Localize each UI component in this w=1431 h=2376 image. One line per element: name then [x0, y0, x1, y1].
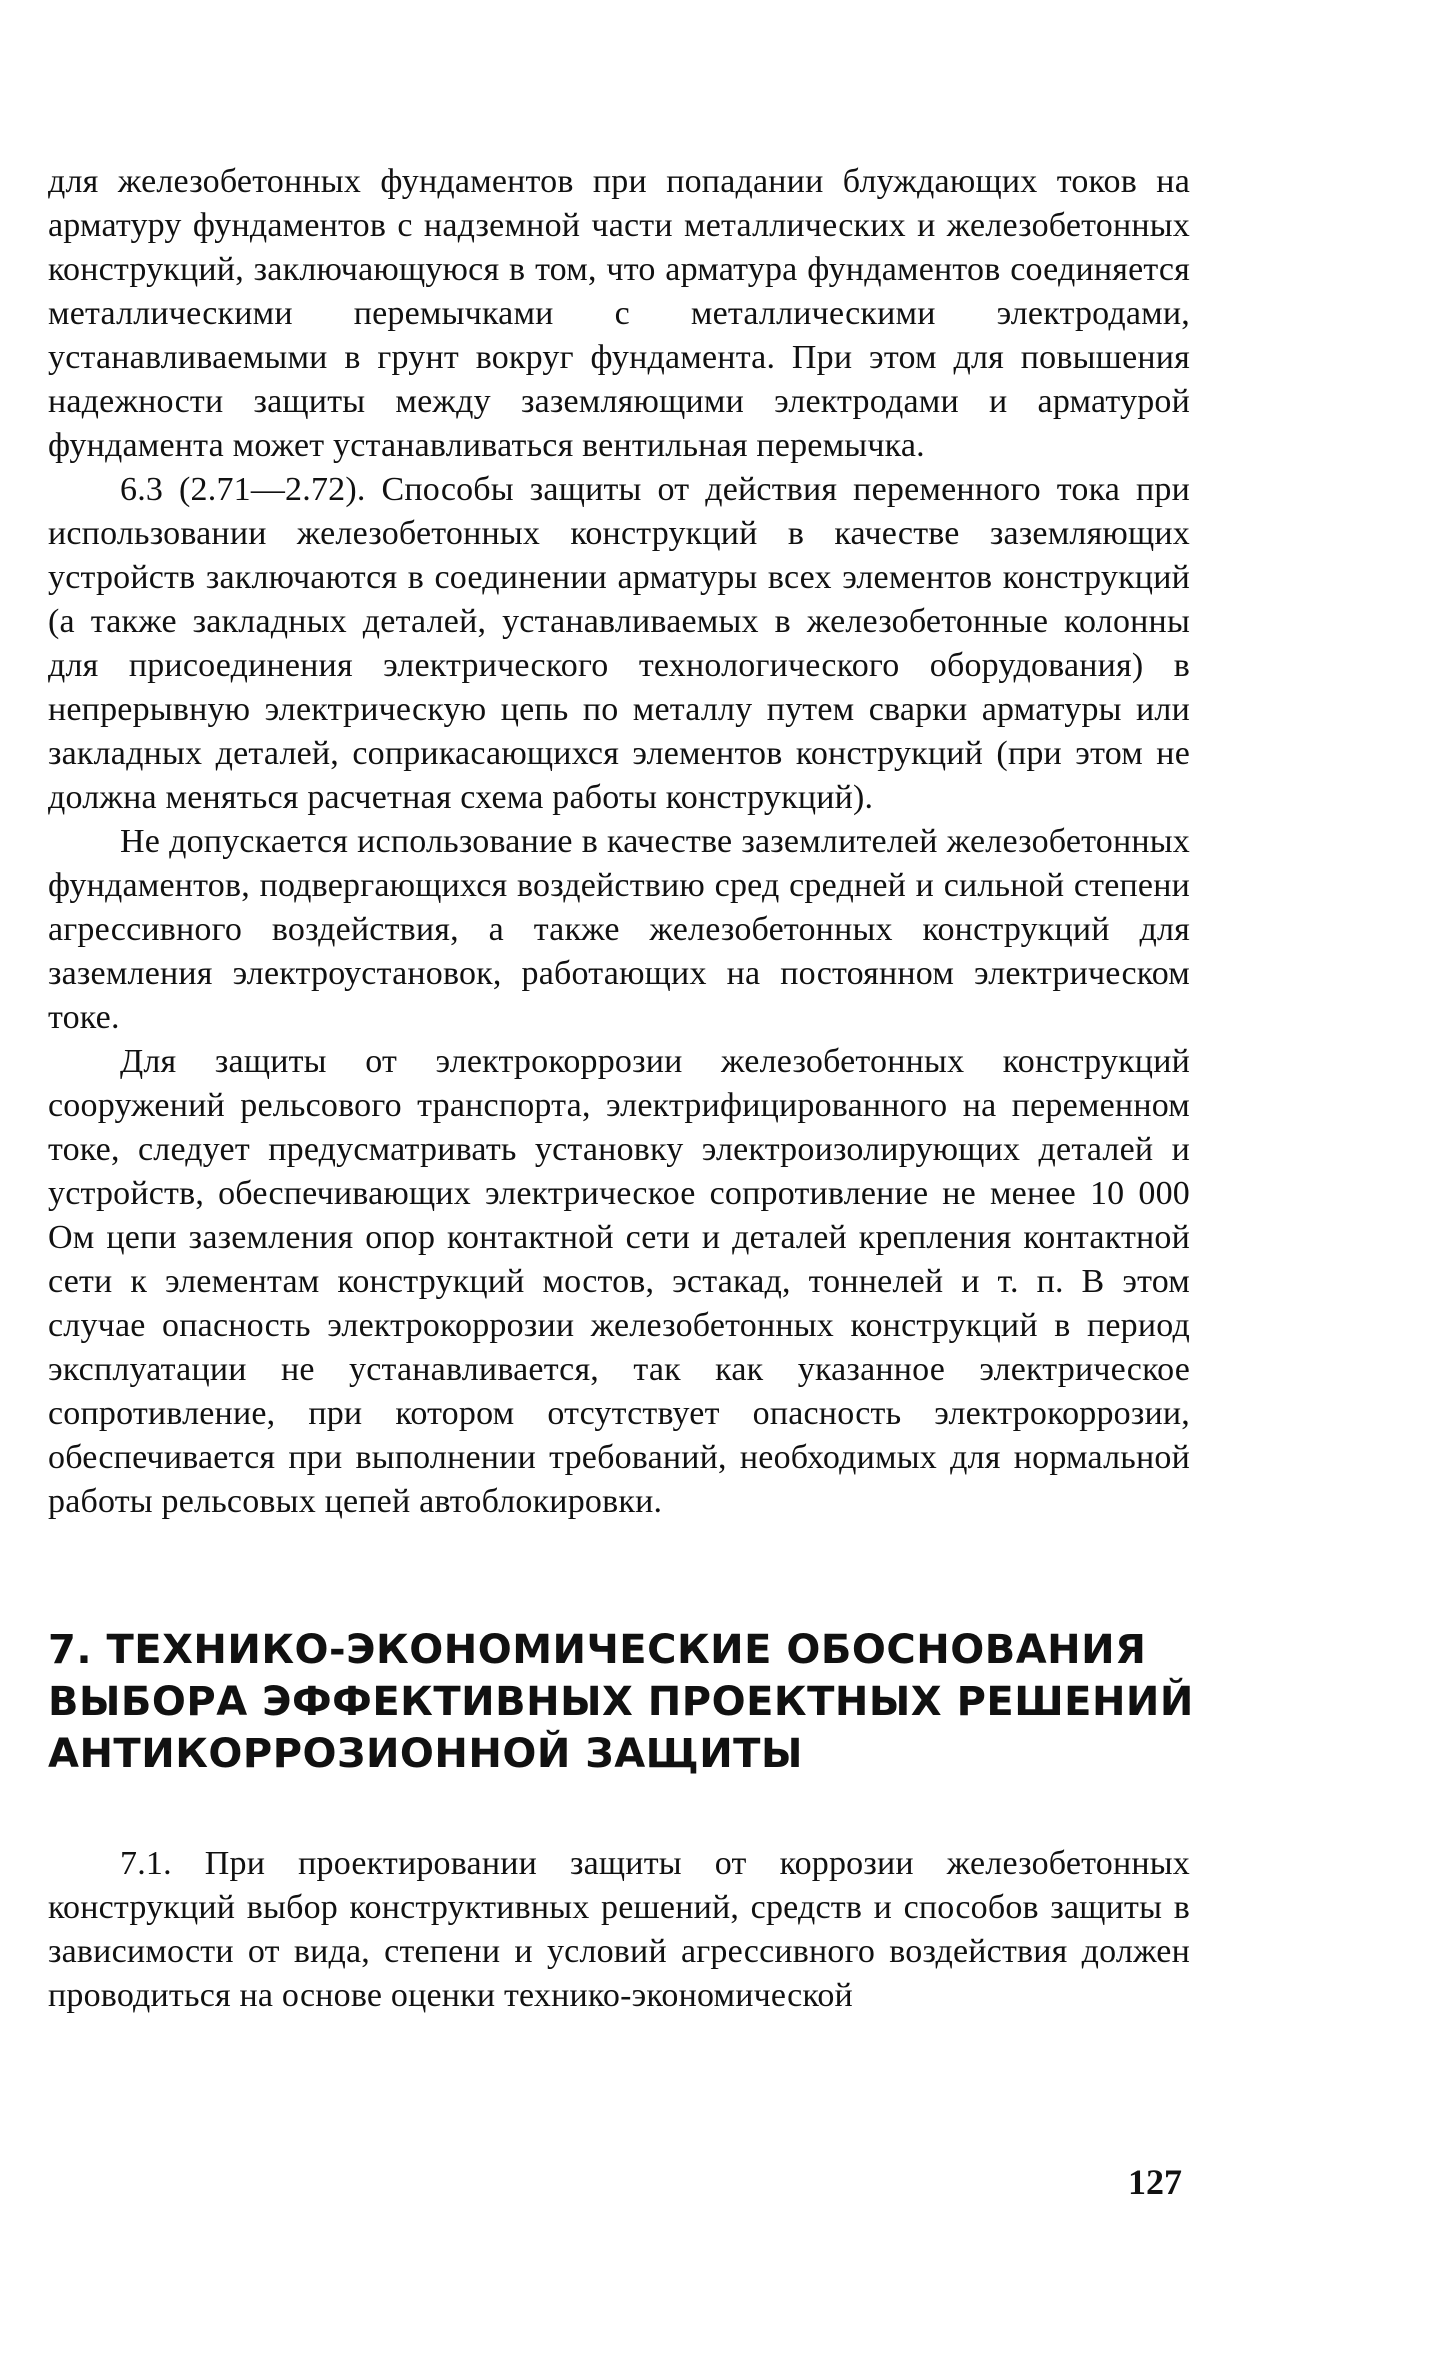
section-7-title: [48, 1624, 1194, 1780]
paragraph-7-1: 7.1. При проектировании защиты от коррозии железобетонных конструкций выбор конструктивных решений, средств и способов защиты в зависимости от вида, степени и условий агрессивного воздействия должен проводиться на основе оценки технико-экономической: [48, 1845, 1190, 2014]
section-title-line-3: АНТИКОРРОЗИОННОЙ ЗАЩИТЫ: [48, 1731, 803, 1777]
section-title-line-1: 7. ТЕХНИКО-ЭКОНОМИЧЕСКИЕ ОБОСНОВАНИЯ: [48, 1627, 1147, 1673]
page-body: [48, 160, 1194, 2018]
paragraph-electrocorrosion: Для защиты от электрокоррозии железобетонных конструкций сооружений рельсового транспорта, электрифицированного на переменном токе, следует предусматривать установку электроизолирующих деталей и устройств, обеспечивающих электрическое сопротивление не менее 10 000 Ом цепи заземления опор контактной сети и деталей крепления контактной сети к элементам конструкций мостов, эстакад, тоннелей и т. п. В этом случае опасность электрокоррозии железобетонных конструкций в период эксплуатации не устанавливается, так как указанное электрическое сопротивление, при котором отсутствует опасность электрокоррозии, обеспечивается при выполнении требований, необходимых для нормальной работы рельсовых цепей автоблокировки.: [48, 1043, 1190, 1520]
page-number: 127: [1128, 2162, 1182, 2202]
paragraph-continued: для железобетонных фундаментов при попадании блуждающих токов на арматуру фундаментов с надземной части металлических и железобетонных конструкций, заключающуюся в том, что арматура фундаментов соединяется металлическими перемычками с металлическими электродами, устанавливаемыми в грунт вокруг фундамента. При этом для повышения надежности защиты между заземляющими электродами и арматурой фундамента может устанавливаться вентильная перемычка.: [48, 163, 1190, 464]
section-title-line-2: ВЫБОРА ЭФФЕКТИВНЫХ ПРОЕКТНЫХ РЕШЕНИЙ: [48, 1679, 1194, 1725]
paragraph-6-3: 6.3 (2.71—2.72). Способы защиты от действия переменного тока при использовании железобетонных конструкций в качестве заземляющих устройств заключаются в соединении арматуры всех элементов конструкций (а также закладных деталей, устанавливаемых в железобетонные колонны для присоединения электрического технологического оборудования) в непрерывную электрическую цепь по металлу путем сварки арматуры или закладных деталей, соприкасающихся элементов конструкций (при этом не должна меняться расчетная схема работы конструкций).: [48, 471, 1190, 816]
paragraph-grounding-restriction: Не допускается использование в качестве заземлителей железобетонных фундаментов, подвергающихся воздействию сред средней и сильной степени агрессивного воздействия, а также железобетонных конструкций для заземления электроустановок, работающих на постоянном электрическом токе.: [48, 823, 1190, 1036]
section-gap: [48, 1780, 1190, 1842]
